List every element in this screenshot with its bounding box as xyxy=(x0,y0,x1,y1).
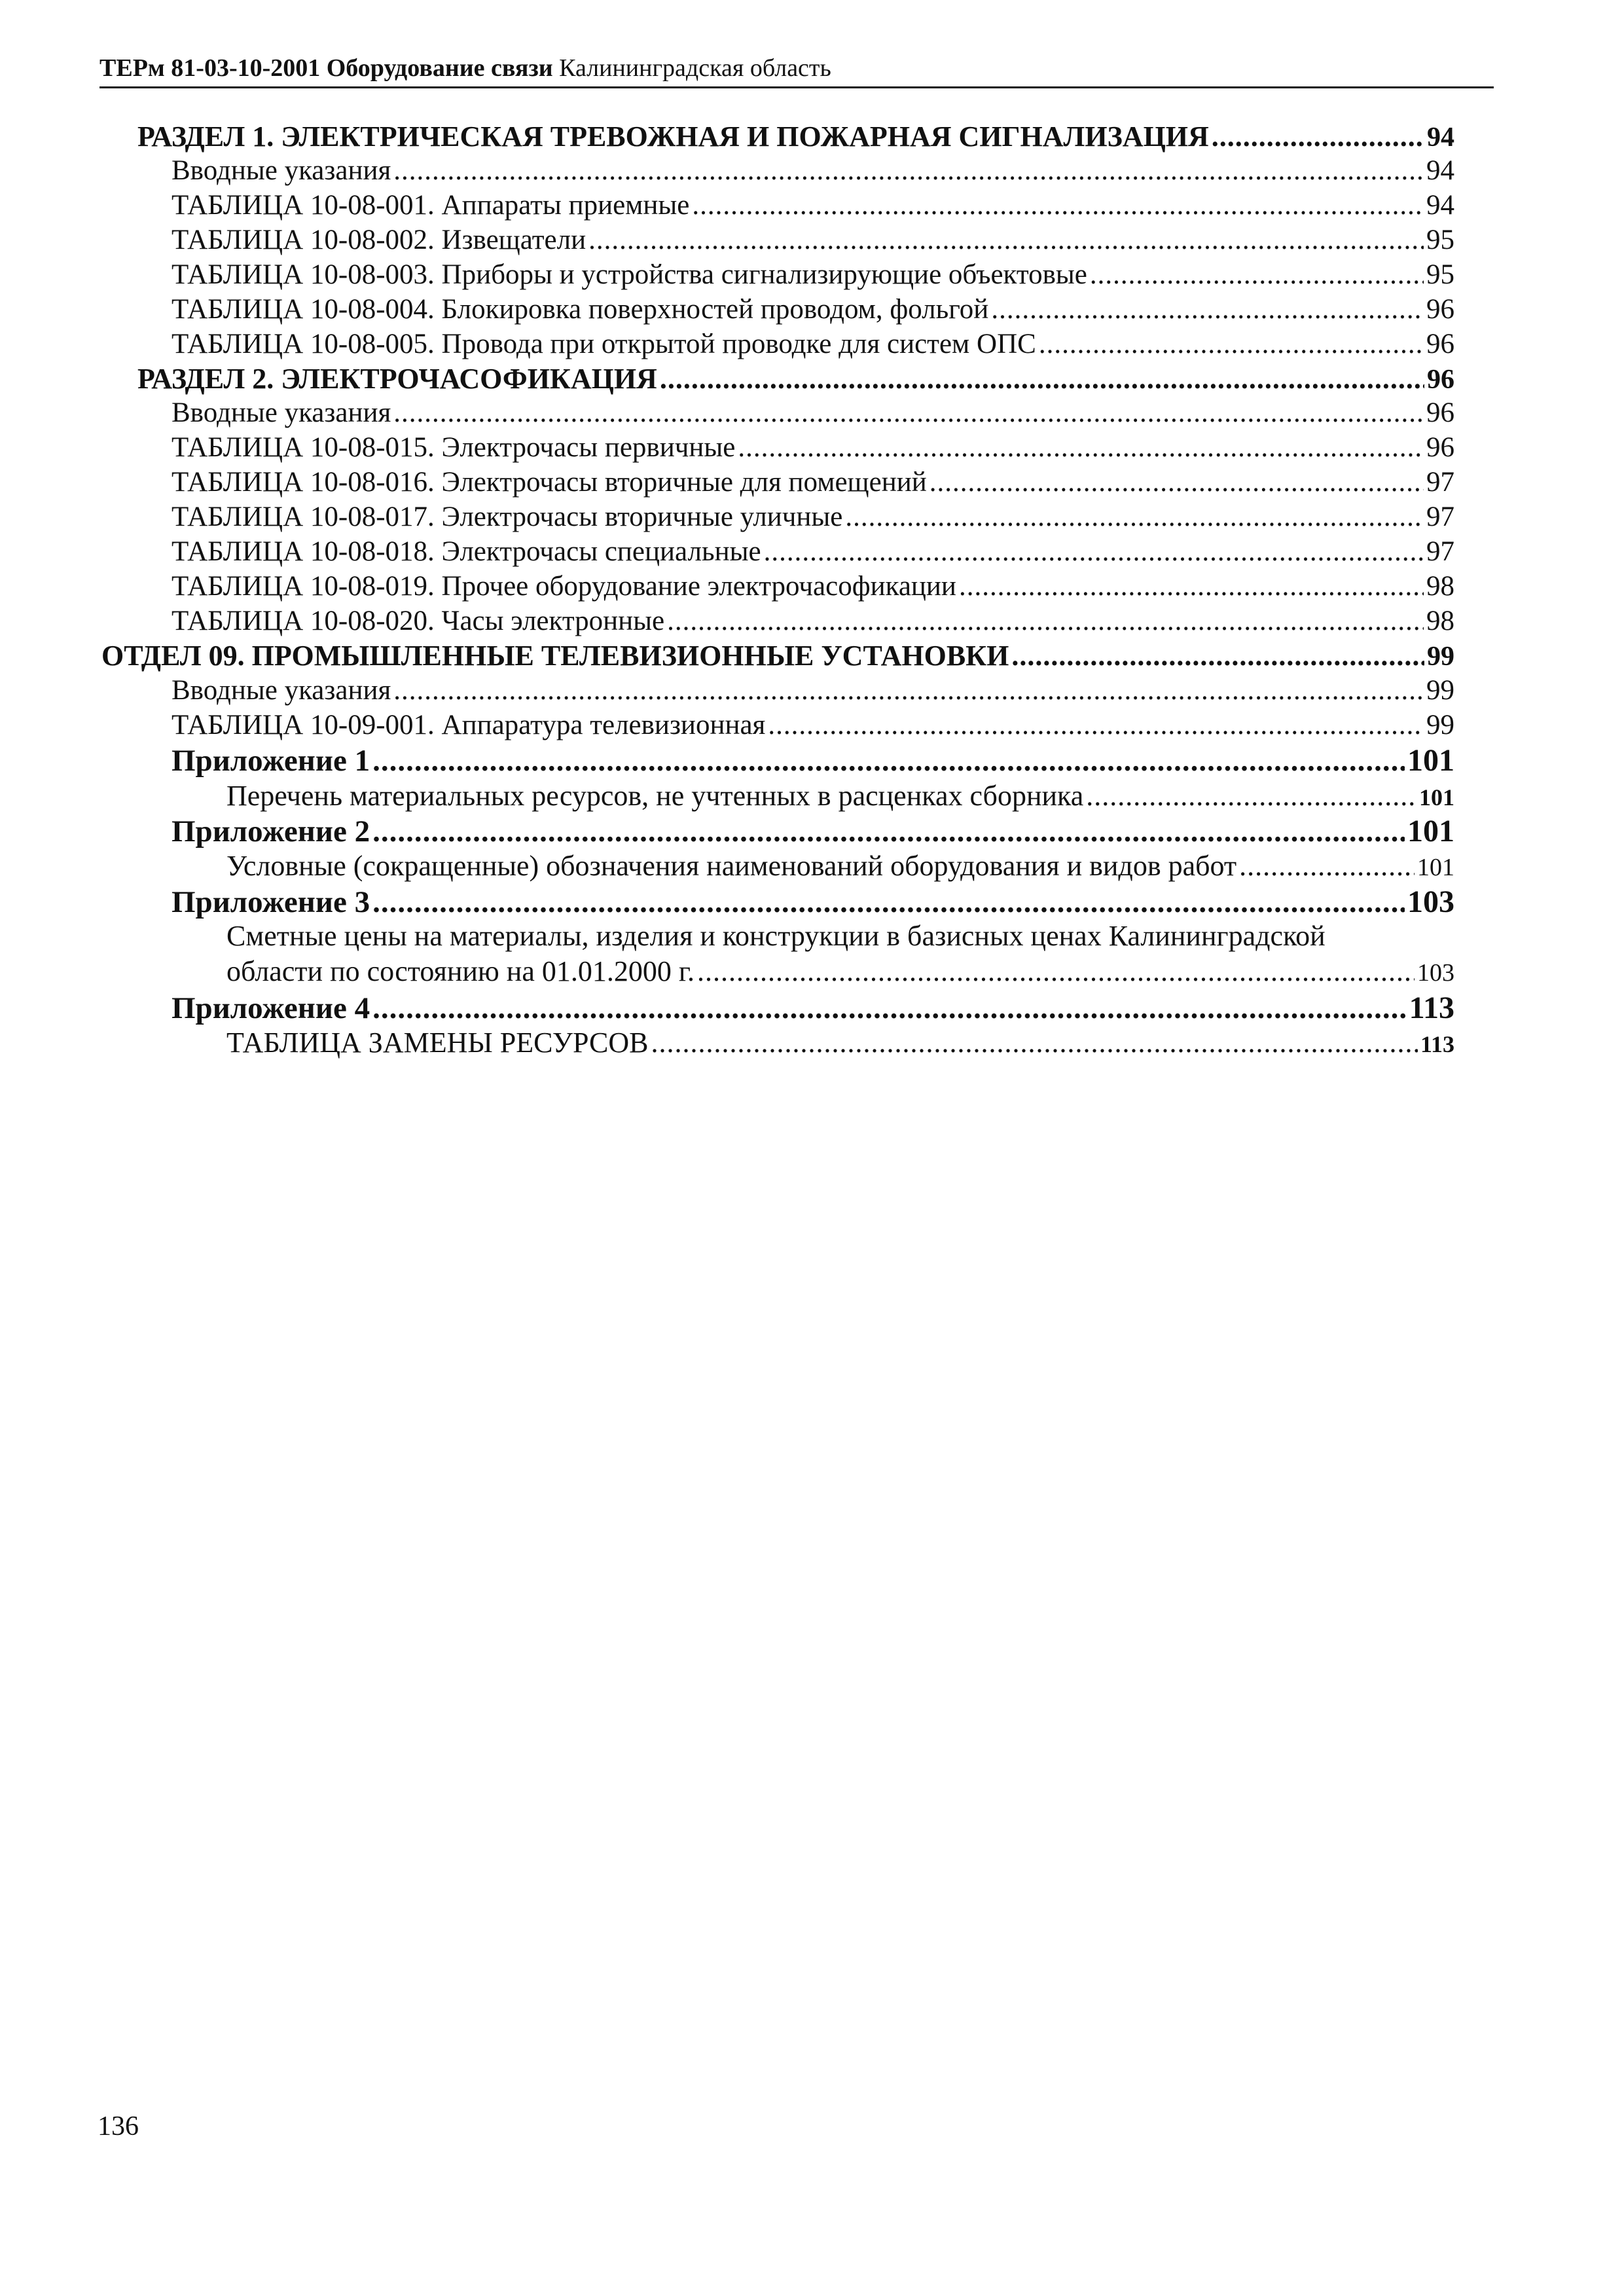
toc-page: 103 xyxy=(1417,959,1454,987)
running-header xyxy=(99,54,1494,88)
toc-page: 96 xyxy=(1426,294,1454,325)
leader-dots xyxy=(1239,849,1415,883)
toc-label: ТАБЛИЦА 10-08-003. Приборы и устройства сигнализирующие объектовые xyxy=(171,259,1087,290)
leader-dots xyxy=(959,570,1424,602)
toc-label: Вводные указания xyxy=(171,675,391,706)
toc-entry-intro-2[interactable] xyxy=(171,397,1454,431)
leader-dots xyxy=(393,674,1424,706)
toc-label: ТАБЛИЦА 10-08-015. Электрочасы первичные xyxy=(171,432,736,463)
toc-appendix-3-item-line-1[interactable]: Сметные цены на материалы, изделия и конструкции в базисных ценах Калининградской xyxy=(226,920,1326,952)
toc-appendix-4[interactable] xyxy=(171,990,1454,1027)
toc-label: ТАБЛИЦА 10-08-002. Извещатели xyxy=(171,225,586,255)
leader-dots xyxy=(660,362,1424,395)
toc-entry-table-002[interactable] xyxy=(171,224,1454,258)
toc-label: ТАБЛИЦА 10-08-016. Электрочасы вторичные для помещений xyxy=(171,467,927,498)
toc-page: 99 xyxy=(1427,642,1454,672)
toc-label: Условные (сокращенные) обозначения наименований оборудования и видов работ xyxy=(226,850,1237,882)
toc-appendix-3-item-line-2[interactable] xyxy=(226,955,1454,990)
toc-label: ТАБЛИЦА ЗАМЕНЫ РЕСУРСОВ xyxy=(226,1027,649,1059)
leader-dots xyxy=(372,814,1405,849)
toc-label: ТАБЛИЦА 10-08-020. Часы электронные xyxy=(171,606,665,636)
toc-page: 103 xyxy=(1407,884,1454,919)
leader-dots xyxy=(393,397,1424,429)
toc-page: 95 xyxy=(1426,259,1454,290)
leader-dots xyxy=(692,189,1424,221)
toc-appendix-2-item[interactable] xyxy=(226,849,1454,884)
leader-dots xyxy=(768,709,1424,741)
toc-appendix-2[interactable] xyxy=(171,813,1454,850)
toc-entry-table-004[interactable] xyxy=(171,293,1454,327)
leader-dots xyxy=(372,743,1405,778)
toc-entry-table-015[interactable] xyxy=(171,431,1454,465)
toc-page: 99 xyxy=(1426,710,1454,740)
toc-page: 95 xyxy=(1426,225,1454,255)
toc-label: ТАБЛИЦА 10-08-001. Аппараты приемные xyxy=(171,190,690,221)
toc-page: 113 xyxy=(1420,1031,1454,1057)
toc-page: 94 xyxy=(1426,155,1454,186)
toc-section-1[interactable] xyxy=(137,120,1454,155)
leader-dots xyxy=(1090,259,1424,291)
leader-dots xyxy=(1212,120,1424,153)
leader-dots xyxy=(1039,328,1424,360)
toc-entry-table-018[interactable] xyxy=(171,536,1454,570)
leader-dots xyxy=(991,293,1424,325)
toc-label: ТАБЛИЦА 10-09-001. Аппаратура телевизионная xyxy=(171,710,766,740)
toc-page: 97 xyxy=(1426,536,1454,567)
toc-entry-table-09-001[interactable] xyxy=(171,709,1454,743)
toc-page: 94 xyxy=(1427,122,1454,153)
toc-label: Приложение 3 xyxy=(171,885,370,919)
toc-page: 96 xyxy=(1426,397,1454,428)
leader-dots xyxy=(393,155,1424,187)
header-title: ТЕРм 81-03-10-2001 Оборудование связи xyxy=(99,54,553,82)
toc-label: ТАБЛИЦА 10-08-018. Электрочасы специальные xyxy=(171,536,761,567)
toc-page: 101 xyxy=(1407,743,1454,778)
leader-dots xyxy=(697,955,1415,988)
toc-label: Вводные указания xyxy=(171,155,391,186)
leader-dots xyxy=(764,536,1424,568)
toc-page: 97 xyxy=(1426,501,1454,532)
leader-dots xyxy=(929,466,1424,498)
toc-entry-intro-1[interactable] xyxy=(171,155,1454,189)
leader-dots xyxy=(1011,639,1424,672)
toc-page: 98 xyxy=(1426,606,1454,636)
toc-label: области по состоянию на 01.01.2000 г. xyxy=(226,955,695,987)
toc-page: 101 xyxy=(1407,814,1454,848)
toc-section-2[interactable] xyxy=(137,362,1454,397)
toc-entry-table-019[interactable] xyxy=(171,570,1454,604)
toc-page: 96 xyxy=(1426,432,1454,463)
toc-entry-table-003[interactable] xyxy=(171,259,1454,293)
toc-entry-table-001[interactable] xyxy=(171,189,1454,223)
leader-dots xyxy=(738,431,1424,464)
toc-entry-table-016[interactable] xyxy=(171,466,1454,500)
leader-dots xyxy=(588,224,1424,256)
toc-label: Приложение 1 xyxy=(171,744,370,778)
toc-label: ОТДЕЛ 09. ПРОМЫШЛЕННЫЕ ТЕЛЕВИЗИОННЫЕ УСТАНОВКИ xyxy=(101,640,1009,672)
toc-entry-intro-3[interactable] xyxy=(171,674,1454,708)
toc-page: 101 xyxy=(1417,854,1454,881)
toc-page: 98 xyxy=(1426,571,1454,602)
toc-label: ТАБЛИЦА 10-08-005. Провода при открытой проводке для систем ОПС xyxy=(171,329,1036,359)
toc-label: ТАБЛИЦА 10-08-017. Электрочасы вторичные уличные xyxy=(171,501,843,532)
toc-label: Перечень материальных ресурсов, не учтенных в расценках сборника xyxy=(226,780,1084,812)
toc-entry-table-020[interactable] xyxy=(171,605,1454,639)
toc-department-09[interactable] xyxy=(101,639,1454,674)
toc-page: 97 xyxy=(1426,467,1454,498)
toc-page: 94 xyxy=(1426,190,1454,221)
leader-dots xyxy=(845,501,1424,533)
toc-label: ТАБЛИЦА 10-08-019. Прочее оборудование электрочасофикации xyxy=(171,571,956,602)
toc-entry-table-005[interactable] xyxy=(171,328,1454,362)
toc-label: Приложение 2 xyxy=(171,814,370,848)
header-region: Калининградская область xyxy=(552,54,831,82)
toc-label: Вводные указания xyxy=(171,397,391,428)
toc-appendix-1[interactable] xyxy=(171,742,1454,779)
toc-page: 96 xyxy=(1426,329,1454,359)
toc-entry-table-017[interactable] xyxy=(171,501,1454,535)
leader-dots xyxy=(651,1026,1418,1059)
toc-appendix-1-item[interactable] xyxy=(226,779,1454,814)
toc-page: 99 xyxy=(1426,675,1454,706)
toc-appendix-4-item[interactable] xyxy=(226,1026,1454,1061)
toc-page: 101 xyxy=(1419,784,1454,811)
toc-label: Приложение 4 xyxy=(171,991,370,1025)
toc-appendix-3[interactable] xyxy=(171,884,1454,920)
leader-dots xyxy=(1086,779,1416,812)
toc-label: РАЗДЕЛ 1. ЭЛЕКТРИЧЕСКАЯ ТРЕВОЖНАЯ И ПОЖАРНАЯ СИГНАЛИЗАЦИЯ xyxy=(137,120,1209,153)
toc-label: ТАБЛИЦА 10-08-004. Блокировка поверхностей проводом, фольгой xyxy=(171,294,989,325)
leader-dots xyxy=(372,884,1405,920)
leader-dots xyxy=(667,605,1424,637)
toc-page: 113 xyxy=(1409,991,1454,1025)
toc-label: РАЗДЕЛ 2. ЭЛЕКТРОЧАСОФИКАЦИЯ xyxy=(137,363,657,395)
toc-page: 96 xyxy=(1427,365,1454,395)
leader-dots xyxy=(372,991,1407,1026)
page-number: 136 xyxy=(98,2111,139,2141)
